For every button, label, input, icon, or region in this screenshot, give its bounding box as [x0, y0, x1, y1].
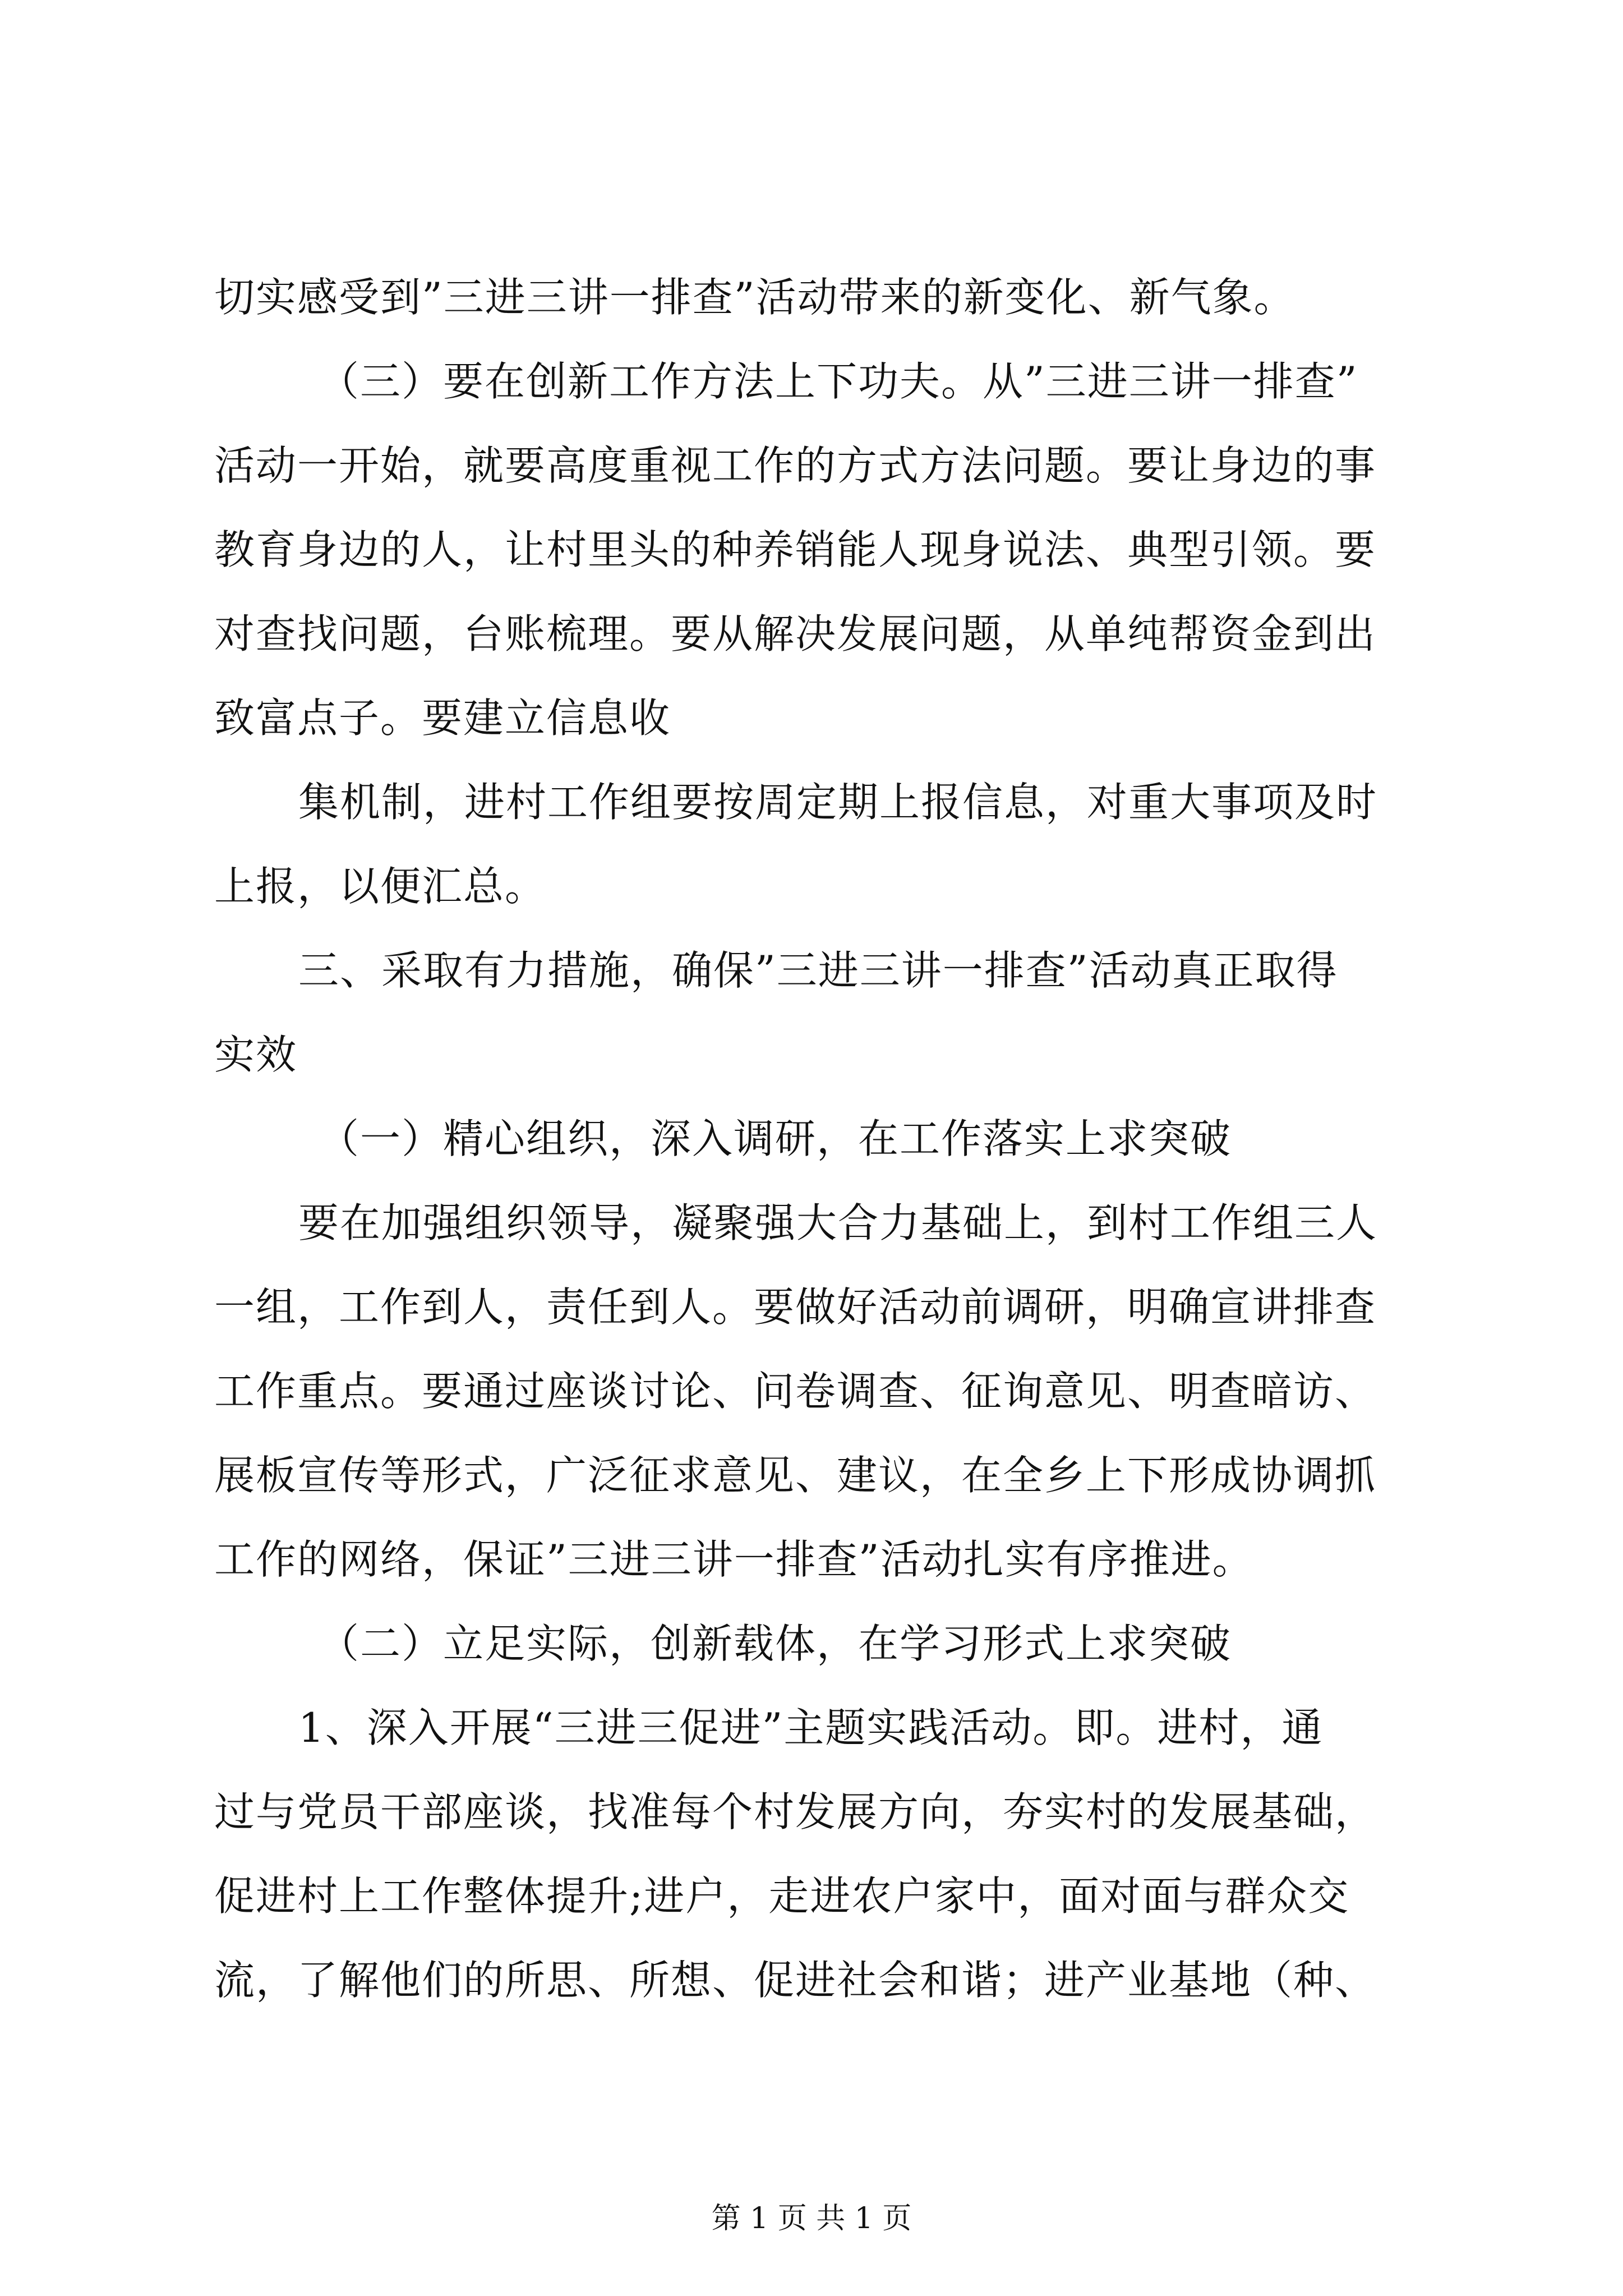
text-line: 工作重点。要通过座谈讨论、问卷调查、征询意见、明查暗访、	[214, 1368, 1377, 1415]
text-line: （三）要在创新工作方法上下功夫。从”三进三讲一排查”	[319, 358, 1358, 405]
text-line: 实效	[214, 1031, 298, 1078]
text-line: （一）精心组织，深入调研，在工作落实上求突破	[319, 1115, 1232, 1162]
text-line: 一组，工作到人，责任到人。要做好活动前调研，明确宣讲排查	[214, 1283, 1377, 1331]
text-line: 促进村上工作整体提升;进户，走进农户家中，面对面与群众交	[214, 1872, 1350, 1920]
page-footer: 第 1 页 共 1 页	[711, 2202, 912, 2235]
text-line: 要在加强组织领导，凝聚强大合力基础上，到村工作组三人	[298, 1199, 1378, 1246]
text-line: 切实感受到”三进三讲一排查”活动带来的新变化、新气象。	[214, 274, 1295, 321]
text-line: （二）立足实际，创新载体，在学习形式上求突破	[319, 1620, 1232, 1667]
text-line: 1、深入开展“三进三促进”主题实践活动。即。进村，通	[298, 1704, 1324, 1751]
text-line: 集机制，进村工作组要按周定期上报信息，对重大事项及时	[298, 779, 1378, 826]
text-line: 三、采取有力措施，确保”三进三讲一排查”活动真正取得	[298, 947, 1338, 994]
text-line: 工作的网络，保证”三进三讲一排查”活动扎实有序推进。	[214, 1536, 1254, 1583]
text-line: 过与党员干部座谈，找准每个村发展方向，夯实村的发展基础，	[214, 1788, 1377, 1835]
text-line: 致富点子。要建立信息收	[214, 694, 671, 742]
text-line: 对查找问题，台账梳理。要从解决发展问题，从单纯帮资金到出	[214, 610, 1377, 657]
text-line: 活动一开始，就要高度重视工作的方式方法问题。要让身边的事	[214, 442, 1377, 489]
text-line: 教育身边的人，让村里头的种养销能人现身说法、典型引领。要	[214, 526, 1377, 573]
text-line: 上报，以便汇总。	[214, 863, 547, 910]
text-line: 展板宣传等形式，广泛征求意见、建议，在全乡上下形成协调抓	[214, 1452, 1377, 1499]
text-line: 流，了解他们的所思、所想、促进社会和谐；进产业基地（种、	[214, 1957, 1377, 2004]
